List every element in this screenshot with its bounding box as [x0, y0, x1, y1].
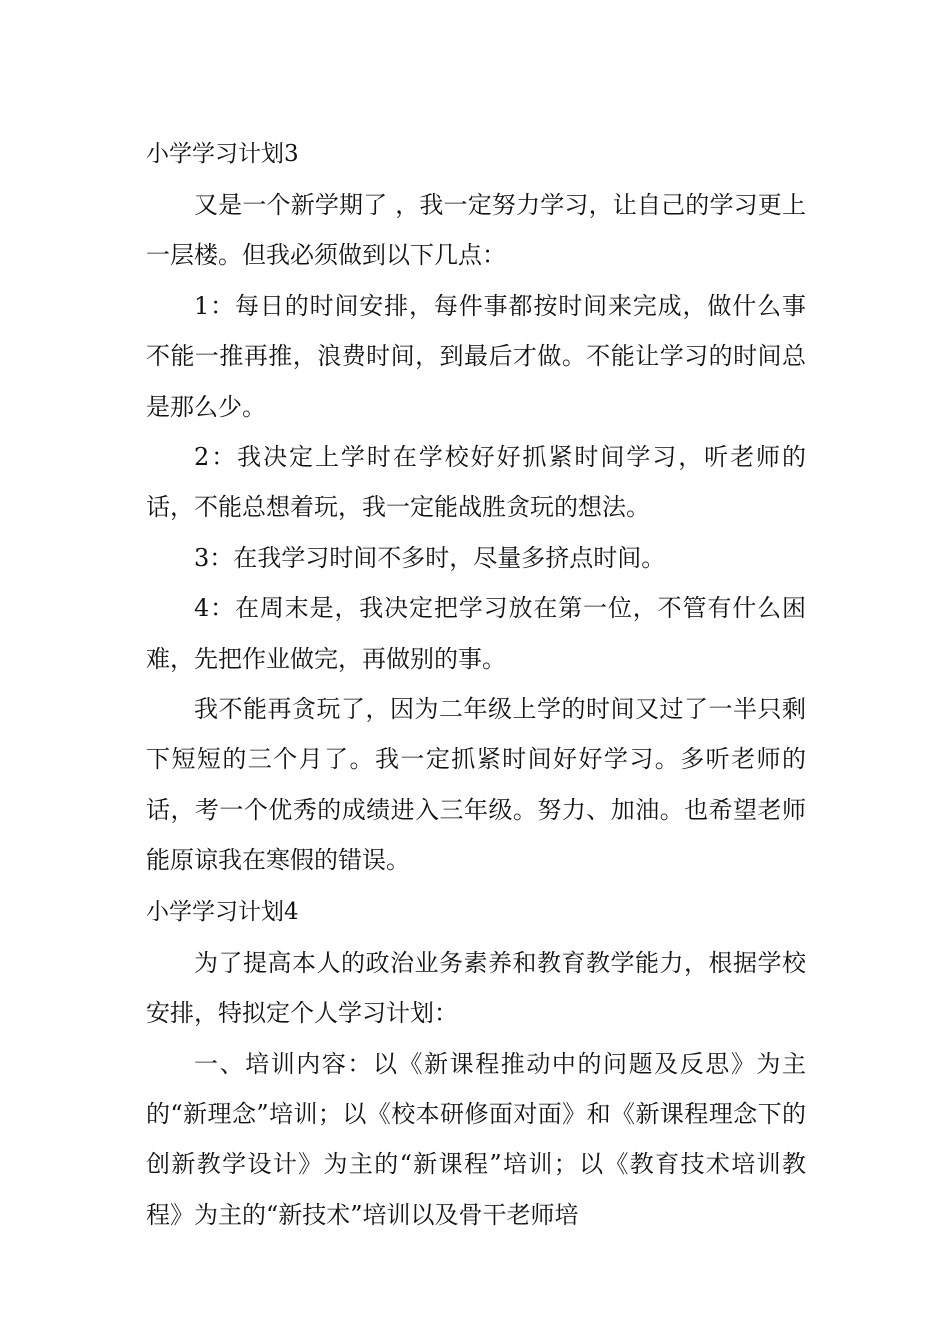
paragraph: 为了提高本人的政治业务素养和教育教学能力，根据学校安排，特拟定个人学习计划：: [146, 948, 806, 1028]
paragraph: 又是一个新学期了 ，我一定努力学习，让自己的学习更上一层楼。但我必须做到以下几点：: [146, 191, 806, 270]
paragraph: 我不能再贪玩了，因为二年级上学的时间又过了一半只剩下短短的三个月了。我一定抓紧时间好好学习。多听老师的话，考一个优秀的成绩进入三年级。努力、加油。也希望老师能原谅我在寒假的错误。: [146, 695, 806, 875]
paragraph: 一、培训内容：以《新课程推动中的问题及反思》为主的“新理念”培训；以《校本研修面对面》和《新课程理念下的创新教学设计》为主的“新课程”培训；以《教育技术培训教程》为主的“新技术”培训以及骨干老师培: [146, 1049, 806, 1229]
paragraph: 3：在我学习时间不多时，尽量多挤点时间。: [194, 543, 666, 572]
document-body: [146, 128, 806, 1240]
paragraph: 4：在周末是，我决定把学习放在第一位，不管有什么困难，先把作业做完，再做别的事。: [146, 594, 806, 673]
paragraph: 2：我决定上学时在学校好好抓紧时间学习，听老师的话，不能总想着玩，我一定能战胜贪玩的想法。: [146, 443, 806, 522]
section-heading-3: 小学学习计划3: [146, 141, 299, 167]
paragraph: 1：每日的时间安排，每件事都按时间来完成，做什么事不能一推再推，浪费时间，到最后才做。不能让学习的时间总是那么少。: [146, 291, 806, 421]
section-heading-4: 小学学习计划4: [146, 898, 299, 925]
